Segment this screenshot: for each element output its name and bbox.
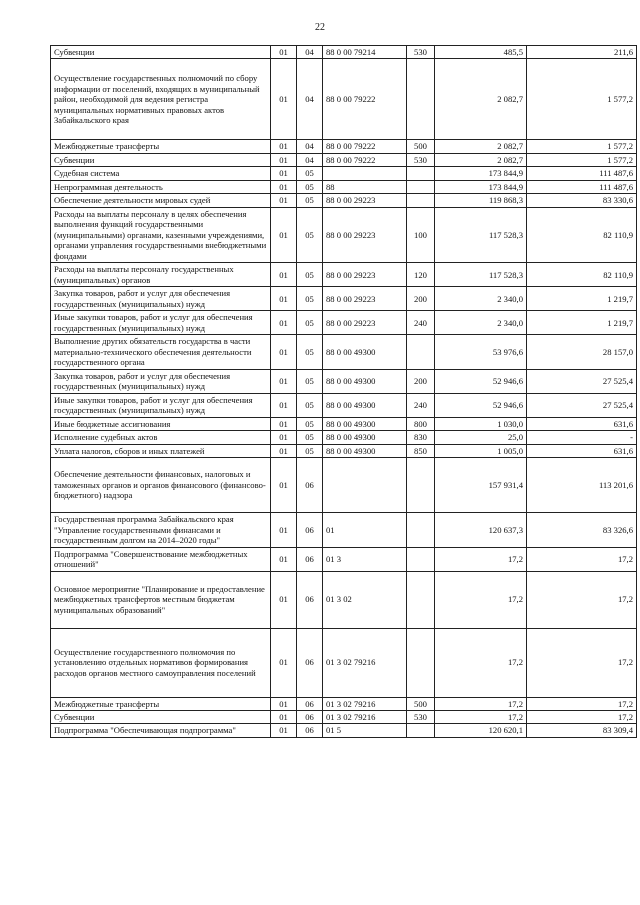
row-amount-executed: 113 201,6: [527, 458, 637, 513]
row-name: Исполнение судебных актов: [51, 431, 271, 444]
row-subsection: 05: [297, 431, 323, 444]
row-amount-planned: 2 082,7: [435, 140, 527, 153]
row-subsection: 06: [297, 513, 323, 547]
row-name: Осуществление государственного полномочия по установлению отдельных нормативов формирования расходов органов местного самоуправления поселений: [51, 628, 271, 697]
table-row: [51, 46, 637, 59]
row-amount-planned: 17,2: [435, 628, 527, 697]
row-amount-executed: 17,2: [527, 547, 637, 571]
row-subsection: 05: [297, 207, 323, 262]
row-expense-type: [407, 547, 435, 571]
row-amount-planned: 1 030,0: [435, 417, 527, 430]
table-row: [51, 153, 637, 166]
row-target-article: 01 3 02 79216: [323, 697, 407, 710]
row-amount-planned: 17,2: [435, 697, 527, 710]
row-section: 01: [271, 697, 297, 710]
row-subsection: 05: [297, 180, 323, 193]
row-subsection: 05: [297, 369, 323, 393]
row-amount-executed: 1 219,7: [527, 287, 637, 311]
row-target-article: 01 3 02 79216: [323, 628, 407, 697]
row-subsection: 06: [297, 724, 323, 737]
row-subsection: 05: [297, 287, 323, 311]
row-amount-planned: 17,2: [435, 547, 527, 571]
row-name: Иные бюджетные ассигнования: [51, 417, 271, 430]
row-amount-executed: 211,6: [527, 46, 637, 59]
row-amount-executed: 82 110,9: [527, 207, 637, 262]
row-section: 01: [271, 724, 297, 737]
row-section: 01: [271, 153, 297, 166]
row-section: 01: [271, 140, 297, 153]
row-amount-planned: 1 005,0: [435, 444, 527, 457]
row-name: Субвенции: [51, 153, 271, 166]
row-target-article: 01: [323, 513, 407, 547]
row-expense-type: 530: [407, 153, 435, 166]
row-amount-planned: 117 528,3: [435, 207, 527, 262]
table-row: [51, 59, 637, 140]
table-row: [51, 444, 637, 457]
row-amount-executed: 28 157,0: [527, 335, 637, 369]
row-section: 01: [271, 628, 297, 697]
row-subsection: 06: [297, 458, 323, 513]
row-subsection: 05: [297, 167, 323, 180]
row-section: 01: [271, 207, 297, 262]
row-subsection: 06: [297, 697, 323, 710]
row-amount-planned: 25,0: [435, 431, 527, 444]
row-amount-executed: 1 577,2: [527, 59, 637, 140]
row-name: Непрограммная деятельность: [51, 180, 271, 193]
row-expense-type: 850: [407, 444, 435, 457]
row-target-article: 88 0 00 49300: [323, 444, 407, 457]
row-amount-executed: 1 219,7: [527, 311, 637, 335]
row-expense-type: [407, 335, 435, 369]
row-target-article: 88 0 00 49300: [323, 431, 407, 444]
row-name: Иные закупки товаров, работ и услуг для обеспечения государственных (муниципальных) нужд: [51, 393, 271, 417]
table-row: [51, 167, 637, 180]
row-subsection: 06: [297, 547, 323, 571]
row-amount-planned: 2 082,7: [435, 153, 527, 166]
row-name: Подпрограмма "Совершенствование межбюджетных отношений": [51, 547, 271, 571]
row-amount-planned: 173 844,9: [435, 167, 527, 180]
row-amount-executed: 82 110,9: [527, 263, 637, 287]
table-row: [51, 311, 637, 335]
row-section: 01: [271, 335, 297, 369]
row-expense-type: [407, 724, 435, 737]
row-amount-executed: 17,2: [527, 697, 637, 710]
row-target-article: 88 0 00 29223: [323, 287, 407, 311]
row-expense-type: 200: [407, 287, 435, 311]
row-section: 01: [271, 458, 297, 513]
row-amount-planned: 52 946,6: [435, 369, 527, 393]
row-name: Межбюджетные трансферты: [51, 140, 271, 153]
row-amount-planned: 2 340,0: [435, 287, 527, 311]
row-name: Уплата налогов, сборов и иных платежей: [51, 444, 271, 457]
row-amount-executed: 27 525,4: [527, 369, 637, 393]
row-amount-planned: 157 931,4: [435, 458, 527, 513]
table-row: [51, 547, 637, 571]
row-section: 01: [271, 571, 297, 628]
row-amount-executed: 111 487,6: [527, 180, 637, 193]
row-section: 01: [271, 547, 297, 571]
table-row: [51, 180, 637, 193]
row-expense-type: [407, 59, 435, 140]
row-name: Обеспечение деятельности мировых судей: [51, 194, 271, 207]
table-row: [51, 194, 637, 207]
row-target-article: 88 0 00 79222: [323, 153, 407, 166]
row-subsection: 05: [297, 393, 323, 417]
row-name: Субвенции: [51, 710, 271, 723]
row-section: 01: [271, 311, 297, 335]
row-expense-type: [407, 194, 435, 207]
table-row: [51, 628, 637, 697]
row-expense-type: 120: [407, 263, 435, 287]
row-subsection: 06: [297, 571, 323, 628]
row-target-article: 88 0 00 49300: [323, 335, 407, 369]
row-target-article: 88 0 00 49300: [323, 393, 407, 417]
row-section: 01: [271, 59, 297, 140]
row-subsection: 05: [297, 311, 323, 335]
row-expense-type: [407, 458, 435, 513]
row-amount-executed: 83 326,6: [527, 513, 637, 547]
row-amount-executed: 17,2: [527, 628, 637, 697]
row-section: 01: [271, 180, 297, 193]
row-expense-type: 500: [407, 697, 435, 710]
row-amount-executed: -: [527, 431, 637, 444]
table-row: [51, 513, 637, 547]
row-name: Иные закупки товаров, работ и услуг для обеспечения государственных (муниципальных) нужд: [51, 311, 271, 335]
row-section: 01: [271, 263, 297, 287]
row-target-article: 88 0 00 79214: [323, 46, 407, 59]
row-target-article: 88 0 00 29223: [323, 311, 407, 335]
row-amount-planned: 52 946,6: [435, 393, 527, 417]
row-amount-executed: 1 577,2: [527, 153, 637, 166]
row-amount-executed: 631,6: [527, 417, 637, 430]
row-subsection: 05: [297, 263, 323, 287]
table-row: [51, 571, 637, 628]
row-section: 01: [271, 513, 297, 547]
row-target-article: 88 0 00 29223: [323, 207, 407, 262]
row-target-article: 88 0 00 79222: [323, 59, 407, 140]
row-target-article: 88 0 00 49300: [323, 417, 407, 430]
row-amount-planned: 120 637,3: [435, 513, 527, 547]
row-name: Субвенции: [51, 46, 271, 59]
row-target-article: [323, 167, 407, 180]
row-name: Осуществление государственных полномочий по сбору информации от поселений, входящих в муниципальный район, необходимой для ведения регистра муниципальных нормативных правовых актов Забайкальского края: [51, 59, 271, 140]
row-section: 01: [271, 46, 297, 59]
row-amount-planned: 2 340,0: [435, 311, 527, 335]
row-amount-planned: 17,2: [435, 571, 527, 628]
table-row: [51, 207, 637, 262]
row-expense-type: [407, 513, 435, 547]
row-name: Выполнение других обязательств государства в части материально-технического обеспечения деятельности государственного органа: [51, 335, 271, 369]
row-amount-planned: 173 844,9: [435, 180, 527, 193]
row-target-article: [323, 458, 407, 513]
table-row: [51, 335, 637, 369]
row-section: 01: [271, 417, 297, 430]
table-row: [51, 458, 637, 513]
row-expense-type: [407, 571, 435, 628]
row-amount-planned: 119 868,3: [435, 194, 527, 207]
row-section: 01: [271, 167, 297, 180]
row-expense-type: 100: [407, 207, 435, 262]
row-expense-type: 200: [407, 369, 435, 393]
row-name: Расходы на выплаты персоналу в целях обеспечения выполнения функций государственными (муниципальными) органами, казенными учреждениями, органами управления государственными внебюджетными фондами: [51, 207, 271, 262]
row-name: Межбюджетные трансферты: [51, 697, 271, 710]
row-name: Подпрограмма "Обеспечивающая подпрограмма": [51, 724, 271, 737]
row-amount-planned: 2 082,7: [435, 59, 527, 140]
row-name: Основное мероприятие "Планирование и предоставление межбюджетных трансфертов местным бюджетам муниципальных образований": [51, 571, 271, 628]
row-section: 01: [271, 194, 297, 207]
table-row: [51, 140, 637, 153]
row-expense-type: [407, 180, 435, 193]
row-name: Обеспечение деятельности финансовых, налоговых и таможенных органов и органов финансового (финансово-бюджетного) надзора: [51, 458, 271, 513]
row-subsection: 05: [297, 194, 323, 207]
row-subsection: 04: [297, 59, 323, 140]
budget-table: [50, 45, 637, 738]
row-amount-executed: 17,2: [527, 710, 637, 723]
row-section: 01: [271, 710, 297, 723]
row-name: Расходы на выплаты персоналу государственных (муниципальных) органов: [51, 263, 271, 287]
row-amount-planned: 117 528,3: [435, 263, 527, 287]
row-subsection: 04: [297, 153, 323, 166]
row-amount-executed: 83 309,4: [527, 724, 637, 737]
row-amount-planned: 485,5: [435, 46, 527, 59]
row-section: 01: [271, 287, 297, 311]
table-row: [51, 697, 637, 710]
row-section: 01: [271, 444, 297, 457]
row-amount-executed: 83 330,6: [527, 194, 637, 207]
row-expense-type: 530: [407, 46, 435, 59]
row-target-article: 88 0 00 49300: [323, 369, 407, 393]
row-subsection: 04: [297, 140, 323, 153]
row-subsection: 06: [297, 710, 323, 723]
row-amount-planned: 120 620,1: [435, 724, 527, 737]
row-amount-executed: 27 525,4: [527, 393, 637, 417]
table-row: [51, 710, 637, 723]
table-row: [51, 369, 637, 393]
row-subsection: 04: [297, 46, 323, 59]
row-amount-executed: 631,6: [527, 444, 637, 457]
row-section: 01: [271, 369, 297, 393]
table-row: [51, 393, 637, 417]
row-expense-type: [407, 628, 435, 697]
row-target-article: 88 0 00 79222: [323, 140, 407, 153]
page-number: 22: [315, 22, 325, 33]
row-amount-executed: 17,2: [527, 571, 637, 628]
row-amount-executed: 1 577,2: [527, 140, 637, 153]
row-expense-type: 800: [407, 417, 435, 430]
row-subsection: 05: [297, 444, 323, 457]
row-target-article: 88: [323, 180, 407, 193]
row-expense-type: 530: [407, 710, 435, 723]
row-target-article: 01 5: [323, 724, 407, 737]
table-row: [51, 724, 637, 737]
budget-table-body: [51, 46, 637, 738]
row-expense-type: 240: [407, 311, 435, 335]
row-amount-planned: 17,2: [435, 710, 527, 723]
row-amount-planned: 53 976,6: [435, 335, 527, 369]
table-row: [51, 417, 637, 430]
row-expense-type: 830: [407, 431, 435, 444]
row-subsection: 06: [297, 628, 323, 697]
row-subsection: 05: [297, 417, 323, 430]
row-target-article: 88 0 00 29223: [323, 263, 407, 287]
row-name: Закупка товаров, работ и услуг для обеспечения государственных (муниципальных) нужд: [51, 369, 271, 393]
row-name: Судебная система: [51, 167, 271, 180]
table-row: [51, 287, 637, 311]
row-target-article: 88 0 00 29223: [323, 194, 407, 207]
table-row: [51, 431, 637, 444]
row-expense-type: [407, 167, 435, 180]
row-name: Государственная программа Забайкальского края "Управление государственными финансами и государственным долгом на 2014–2020 годы": [51, 513, 271, 547]
row-expense-type: 500: [407, 140, 435, 153]
row-amount-executed: 111 487,6: [527, 167, 637, 180]
table-row: [51, 263, 637, 287]
row-target-article: 01 3 02: [323, 571, 407, 628]
row-name: Закупка товаров, работ и услуг для обеспечения государственных (муниципальных) нужд: [51, 287, 271, 311]
row-section: 01: [271, 393, 297, 417]
row-expense-type: 240: [407, 393, 435, 417]
row-section: 01: [271, 431, 297, 444]
row-target-article: 01 3 02 79216: [323, 710, 407, 723]
row-target-article: 01 3: [323, 547, 407, 571]
row-subsection: 05: [297, 335, 323, 369]
